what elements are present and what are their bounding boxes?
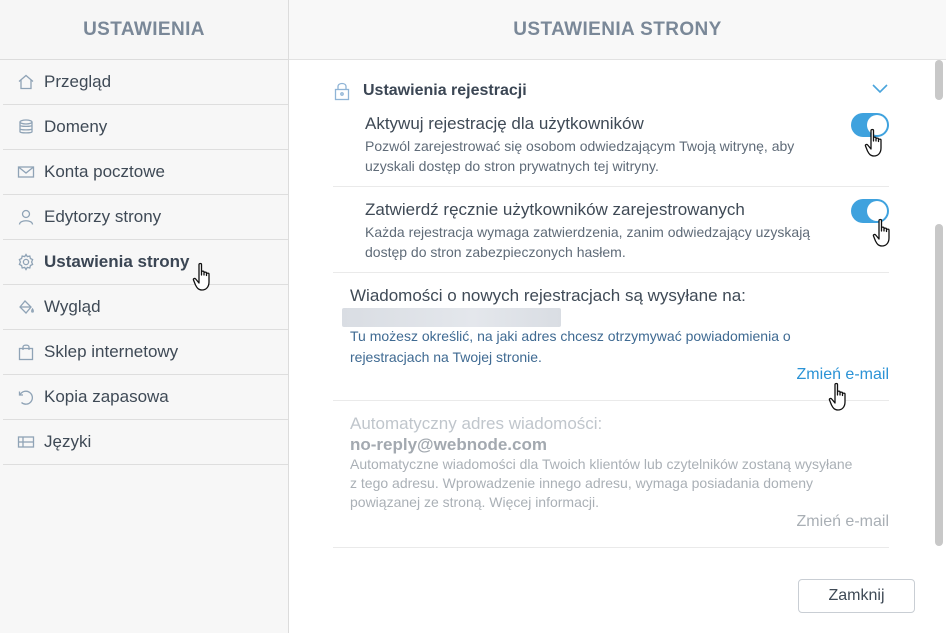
sidebar-nav: [0, 60, 288, 465]
activate-registration-toggle[interactable]: [851, 113, 889, 137]
chevron-down-icon[interactable]: [871, 82, 889, 100]
main-header: [289, 0, 946, 60]
setting-activate-registration: [333, 110, 893, 180]
sidebar-item-label: Kopia zapasowa: [44, 387, 169, 406]
sidebar-item-label: Sklep internetowy: [44, 342, 179, 361]
sidebar-title: USTAWIENIA: [83, 18, 205, 40]
setting-label: Zatwierdź ręcznie użytkowników zarejestrowanych: [365, 200, 745, 219]
change-notification-email-link[interactable]: Zmień e-mail: [796, 366, 889, 383]
registration-section-header[interactable]: [333, 78, 893, 104]
home-icon: [15, 71, 37, 93]
sidebar-item-label: Języki: [44, 432, 92, 451]
section-title: Ustawienia rejestracji: [363, 82, 527, 99]
paint-bucket-icon: [15, 296, 37, 318]
database-icon: [15, 116, 37, 138]
site-settings-panel: [289, 0, 946, 633]
divider: [333, 400, 889, 401]
divider: [333, 272, 889, 273]
sidebar-item-domeny[interactable]: [3, 105, 288, 150]
sidebar-item-kopia-zapasowa[interactable]: [3, 375, 288, 420]
shopping-bag-icon: [15, 341, 37, 363]
envelope-icon: [15, 161, 37, 183]
sidebar-item-konta-pocztowe[interactable]: [3, 150, 288, 195]
lock-icon: [333, 81, 351, 101]
sidebar-item-label: Konta pocztowe: [44, 162, 165, 181]
sidebar-item-label: Edytorzy strony: [44, 207, 162, 226]
sidebar-item-label: Domeny: [44, 117, 108, 136]
settings-content: [289, 60, 933, 560]
settings-sidebar: [0, 0, 289, 633]
manual-approval-toggle[interactable]: [851, 199, 889, 223]
toggle-knob: [867, 201, 887, 221]
change-auto-email-link[interactable]: Zmień e-mail: [796, 513, 889, 530]
notification-email-description: Tu możesz określić, na jaki adres chcesz otrzymywać powiadomienia o rejestracjach na Twojej stronie.: [350, 328, 791, 365]
user-icon: [15, 206, 37, 228]
gear-icon: [15, 251, 37, 273]
notification-email-label: Wiadomości o nowych rejestracjach są wysyłane na:: [350, 286, 746, 305]
content-scrollbar[interactable]: [934, 60, 944, 560]
sidebar-item-jezyki[interactable]: [3, 420, 288, 465]
auto-address-value: no-reply@webnode.com: [350, 435, 547, 454]
setting-manual-approval: [333, 196, 893, 266]
close-button[interactable]: Zamknij: [798, 579, 915, 613]
sidebar-header: [0, 0, 288, 60]
setting-label: Aktywuj rejestrację dla użytkowników: [365, 114, 644, 133]
auto-address-description: Automatyczne wiadomości dla Twoich klientów lub czytelników zostaną wysyłane z tego adresu. Wprowadzenie innego adresu, wymaga posiadania domeny powiązanej ze stroną. Więcej informacji.: [350, 456, 853, 510]
flag-icon: [15, 431, 37, 453]
sidebar-item-sklep-internetowy[interactable]: [3, 330, 288, 375]
auto-address-label: Automatyczny adres wiadomości:: [350, 414, 603, 433]
page-title: USTAWIENIA STRONY: [513, 18, 722, 40]
sidebar-item-przeglad[interactable]: [3, 60, 288, 105]
setting-description: Pozwól zarejestrować się osobom odwiedzającym Twoją witrynę, aby uzyskali dostęp do stron prywatnych tej witryny.: [365, 138, 795, 174]
sidebar-item-ustawienia-strony[interactable]: [3, 240, 288, 285]
scrollbar-thumb[interactable]: [935, 224, 943, 546]
sidebar-item-label: Wygląd: [44, 297, 101, 316]
toggle-knob: [867, 115, 887, 135]
sidebar-item-wyglad[interactable]: [3, 285, 288, 330]
divider: [333, 186, 889, 187]
scrollbar-track-top: [935, 60, 943, 100]
panel-footer: [289, 560, 946, 633]
sidebar-item-edytorzy-strony[interactable]: [3, 195, 288, 240]
notification-email-value-redacted: [342, 308, 561, 327]
sidebar-item-label: Przegląd: [44, 72, 112, 91]
setting-description: Każda rejestracja wymaga zatwierdzenia, zanim odwiedzający uzyskają dostęp do stron zabezpieczonych hasłem.: [365, 224, 811, 260]
sidebar-item-label: Ustawienia strony: [44, 252, 190, 271]
divider: [333, 547, 889, 548]
backup-icon: [15, 386, 37, 408]
